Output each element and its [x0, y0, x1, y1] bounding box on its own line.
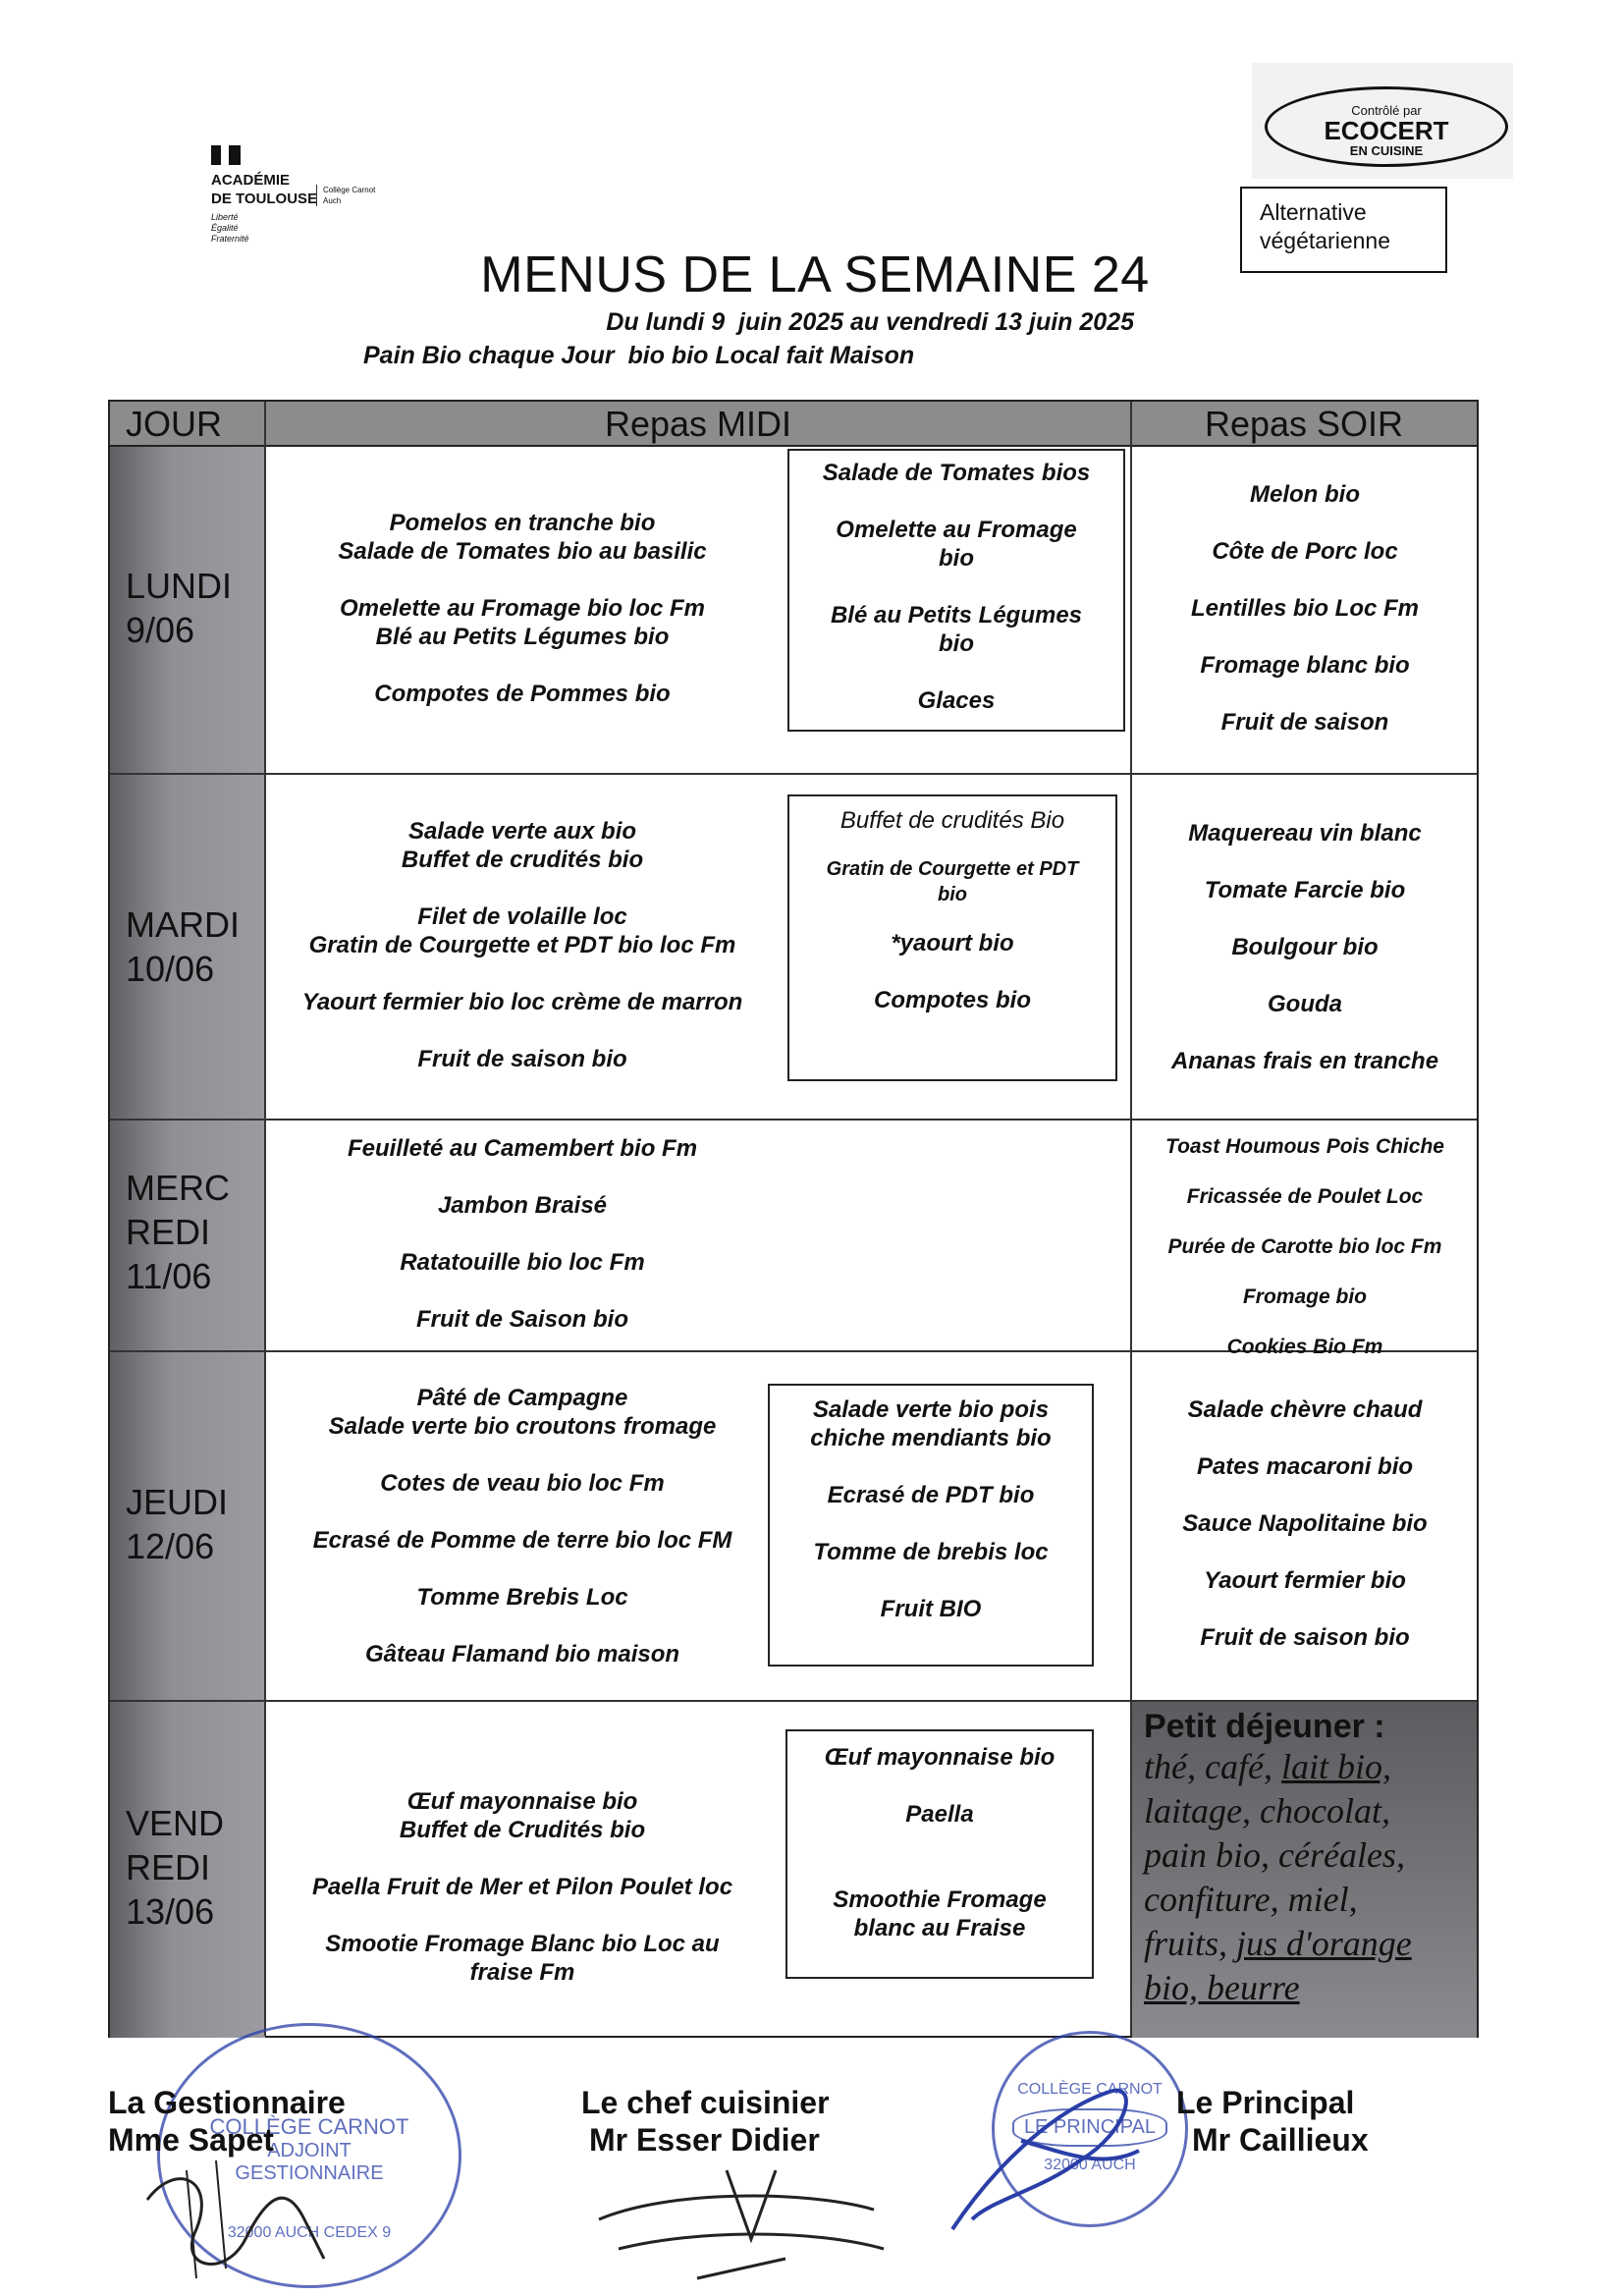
spacer [1133, 680, 1477, 708]
signature-role: Le chef cuisinier [581, 2085, 830, 2120]
day-name: MERC [126, 1168, 230, 1208]
spacer [789, 573, 1123, 601]
veg-menu-mardi [787, 794, 1117, 1081]
row-divider [110, 773, 1477, 775]
dish: Fromage bio [1242, 1285, 1367, 1308]
day-label-mercredi [110, 1166, 265, 1298]
college-city-line: Auch [323, 196, 342, 205]
stamp-text: GESTIONNAIRE [235, 2162, 384, 2184]
spacer [1133, 509, 1477, 537]
dish: Yaourt fermier bio loc crème de marron [301, 989, 743, 1015]
signature-role: La Gestionnaire [108, 2085, 346, 2120]
dish: Tomme de brebis loc [813, 1539, 1049, 1565]
spacer [1133, 1481, 1477, 1509]
dish: Fruit de Saison bio [415, 1306, 628, 1333]
dish: Fruit de saison bio [1200, 1624, 1410, 1651]
dish: Salade verte bio croutons fromage [328, 1413, 717, 1440]
chef-signature-icon [579, 2151, 903, 2288]
pd-line [1144, 1745, 1477, 1789]
republic-motto [211, 212, 388, 245]
petit-dejeuner-items [1132, 1745, 1477, 2010]
dish: Œuf mayonnaise bio [824, 1744, 1056, 1771]
pd-text-part: jus d'orange [1236, 1924, 1412, 1963]
stamp-text: COLLÈGE CARNOT [1017, 2081, 1163, 2098]
signature-chef [581, 2084, 830, 2159]
motto-fraternite: Fraternité [211, 234, 249, 244]
day-label-mardi [110, 902, 265, 991]
legend-line2: végétarienne [1260, 228, 1390, 253]
dish: Fruit BIO [880, 1596, 982, 1622]
day-date: 9/06 [126, 610, 195, 650]
spacer [1133, 961, 1477, 990]
day-date: 12/06 [126, 1526, 215, 1566]
dish: Buffet de crudités bio [401, 847, 644, 873]
day-label-vendredi [110, 1801, 265, 1934]
header-jour: JOUR [110, 402, 265, 447]
dish: Blé au Petits Légumes [830, 602, 1083, 629]
dish: Smootie Fromage Blanc bio Loc au [325, 1931, 720, 1957]
ecocert-line2: ECOCERT [1324, 116, 1449, 145]
spacer [267, 1016, 778, 1045]
dish: Fricassée de Poulet Loc [1186, 1185, 1424, 1208]
dish: Omelette au Fromage [836, 517, 1077, 543]
signature-principal [1176, 2084, 1369, 2159]
spacer [267, 874, 778, 902]
pd-line: laitage, chocolat, [1144, 1791, 1390, 1831]
day-name: JEUDI [126, 1482, 229, 1522]
dish: Ratatouille bio loc Fm [400, 1249, 645, 1276]
dish: blanc au Fraise [853, 1915, 1026, 1941]
signature-name: Mme Sapet [108, 2122, 274, 2158]
soir-menu-mardi [1133, 819, 1477, 1075]
motto-egalite: Égalité [211, 223, 239, 233]
dish: Sauce Napolitaine bio [1182, 1510, 1428, 1537]
day-name: LUNDI [126, 566, 233, 606]
midi-menu-mercredi [267, 1134, 778, 1334]
dish: Gouda [1268, 991, 1342, 1017]
spacer [267, 1498, 778, 1526]
pd-text-part: fruits, [1144, 1924, 1237, 1963]
spacer [267, 1277, 778, 1305]
dish: bio [939, 630, 974, 657]
soir-menu-jeudi [1133, 1395, 1477, 1652]
spacer [267, 566, 778, 594]
dish: Fruit de saison [1220, 709, 1389, 736]
dish: Glaces [917, 687, 996, 714]
spacer [770, 1566, 1092, 1595]
spacer [787, 1772, 1092, 1800]
dish: Compotes bio [874, 987, 1031, 1013]
dish: Feuilleté au Camembert bio Fm [347, 1135, 698, 1162]
dish: bio [938, 884, 967, 905]
date-range: Du lundi 9 juin 2025 au vendredi 13 juin 2025 [606, 308, 1134, 336]
dish: Buffet de crudités Bio [839, 807, 1065, 834]
row-divider [110, 1119, 1477, 1121]
soir-menu-mercredi [1133, 1121, 1477, 1372]
dish: Jambon Braisé [437, 1192, 608, 1219]
page-title: MENUS DE LA SEMAINE 24 [480, 246, 1150, 303]
dish: Gratin de Courgette et PDT [826, 858, 1079, 880]
spacer [267, 1844, 778, 1873]
midi-menu-vendredi [267, 1787, 778, 1987]
stamp-text: 32000 AUCH CEDEX 9 [227, 2224, 392, 2241]
dish: fraise Fm [469, 1959, 575, 1986]
dish: Boulgour bio [1231, 934, 1379, 960]
spacer [267, 651, 778, 680]
dish: Paella [905, 1801, 974, 1828]
legend-line1: Alternative [1260, 199, 1367, 225]
spacer [1133, 566, 1477, 594]
dish: Tomate Farcie bio [1204, 877, 1406, 903]
spacer [770, 1452, 1092, 1481]
petit-dejeuner-box [1132, 1702, 1477, 2038]
day-name: MARDI [126, 904, 240, 945]
dish: Pomelos en tranche bio [389, 510, 656, 536]
dish: Maquereau vin blanc [1188, 820, 1422, 847]
spacer [267, 1163, 778, 1191]
dish: Yaourt fermier bio [1204, 1567, 1406, 1594]
pd-text-part: lait bio, [1280, 1747, 1391, 1786]
dish: Gâteau Flamand bio maison [364, 1641, 680, 1667]
signature-name: Mr Caillieux [1192, 2122, 1369, 2158]
spacer [267, 1555, 778, 1583]
spacer [1133, 1538, 1477, 1566]
dish: Paella Fruit de Mer et Pilon Poulet loc [311, 1874, 733, 1900]
veg-menu-vendredi [785, 1729, 1094, 1979]
midi-menu-mardi [267, 817, 778, 1073]
spacer [1133, 904, 1477, 933]
dish: Gratin de Courgette et PDT bio loc Fm [308, 932, 736, 958]
spacer [787, 1857, 1092, 1886]
dish: chiche mendiants bio [810, 1425, 1052, 1451]
spacer [789, 907, 1115, 929]
dish: Salade de Tomates bio au basilic [338, 538, 707, 565]
dish: Compotes de Pommes bio [374, 681, 671, 707]
dish: Cookies Bio Fm [1226, 1336, 1383, 1358]
dish: Smoothie Fromage [833, 1886, 1047, 1913]
dish: Toast Houmous Pois Chiche [1165, 1135, 1444, 1158]
stamp-text: COLLÈGE CARNOT [209, 2114, 409, 2139]
dish: Cotes de veau bio loc Fm [380, 1470, 665, 1497]
dish: Fruit de saison bio [417, 1046, 627, 1072]
dish: Salade verte aux bio [407, 818, 637, 845]
dish: Pâté de Campagne [416, 1385, 628, 1411]
spacer [1133, 847, 1477, 876]
day-name: VEND [126, 1803, 225, 1843]
dish: Ecrasé de PDT bio [827, 1482, 1035, 1508]
motto-liberte: Liberté [211, 212, 239, 222]
header-repas-soir: Repas SOIR [1131, 402, 1477, 447]
header-repas-midi: Repas MIDI [265, 402, 1131, 447]
day-name-cont: REDI [126, 1212, 211, 1252]
soir-menu-lundi [1133, 480, 1477, 737]
spacer [789, 835, 1115, 856]
pd-line: bio, beurre [1144, 1968, 1300, 2007]
academie-line1: ACADÉMIE [211, 172, 291, 189]
stamp-text: 32000 AUCH [1044, 2157, 1136, 2173]
day-date: 11/06 [126, 1256, 212, 1296]
spacer [789, 658, 1123, 686]
spacer [789, 957, 1115, 986]
day-date: 13/06 [126, 1891, 215, 1932]
stamp-text: ADJOINT [267, 2140, 352, 2161]
dish: Pates macaroni bio [1196, 1453, 1414, 1480]
ecocert-logo [1265, 86, 1508, 167]
pd-line [1144, 1922, 1477, 1966]
menu-table [108, 400, 1479, 2038]
dish: bio [939, 545, 974, 572]
dish: Purée de Carotte bio loc Fm [1167, 1235, 1442, 1258]
midi-menu-lundi [267, 509, 778, 708]
dish: Ananas frais en tranche [1170, 1048, 1439, 1074]
dish: Côte de Porc loc [1212, 538, 1398, 565]
dish: Salade chèvre chaud [1187, 1396, 1423, 1423]
bread-subtitle: Pain Bio chaque Jour bio bio Local fait Maison [363, 342, 915, 369]
spacer [1133, 1595, 1477, 1623]
veg-menu-lundi [787, 449, 1125, 732]
principal-signature-icon [933, 2052, 1168, 2249]
midi-menu-jeudi [267, 1384, 778, 1668]
day-date: 10/06 [126, 949, 215, 989]
marianne-flag-icon [211, 145, 241, 165]
spacer [267, 1220, 778, 1248]
college-name-line: Collège Carnot [323, 186, 376, 194]
spacer [1133, 1424, 1477, 1452]
signature-role: Le Principal [1176, 2085, 1355, 2120]
dish: Salade de Tomates bios [822, 460, 1091, 486]
dish: Tomme Brebis Loc [416, 1584, 628, 1611]
dish: Œuf mayonnaise bio [406, 1788, 638, 1815]
pd-text-part: thé, café, [1144, 1747, 1281, 1786]
spacer [267, 1441, 778, 1469]
stamp-text: LE PRINCIPAL [1012, 2108, 1167, 2147]
day-label-lundi [110, 564, 265, 652]
pd-line: pain bio, céréales, [1144, 1835, 1405, 1875]
dish: Lentilles bio Loc Fm [1190, 595, 1420, 622]
ecocert-line1: Contrôlé par [1351, 103, 1422, 118]
veg-menu-jeudi [768, 1384, 1094, 1667]
dish: Buffet de Crudités bio [399, 1817, 646, 1843]
pd-line: confiture, miel, [1144, 1880, 1358, 1919]
dish: Blé au Petits Légumes bio [375, 624, 670, 650]
day-label-jeudi [110, 1480, 265, 1568]
spacer [787, 1829, 1092, 1857]
dish: Melon bio [1250, 481, 1360, 508]
college-name-small [316, 185, 375, 206]
spacer [1133, 1018, 1477, 1047]
dish: Fromage blanc bio [1200, 652, 1410, 679]
spacer [267, 959, 778, 988]
ecocert-line3: EN CUISINE [1349, 143, 1424, 158]
academie-line2: DE TOULOUSE [211, 191, 318, 207]
gestionnaire-signature-icon [137, 2141, 334, 2288]
dish: Filet de volaille loc [417, 903, 627, 930]
spacer [267, 1612, 778, 1640]
petit-dejeuner-title: Petit déjeuner : [1144, 1708, 1385, 1745]
dish: Ecrasé de Pomme de terre bio loc FM [312, 1527, 732, 1554]
signature-name: Mr Esser Didier [589, 2122, 820, 2158]
dish: Salade verte bio pois [812, 1396, 1050, 1423]
day-name-cont: REDI [126, 1847, 211, 1887]
spacer [789, 487, 1123, 516]
spacer [267, 1901, 778, 1930]
dish: Omelette au Fromage bio loc Fm [339, 595, 706, 622]
dish: *yaourt bio [891, 930, 1014, 957]
spacer [770, 1509, 1092, 1538]
spacer [1133, 623, 1477, 651]
